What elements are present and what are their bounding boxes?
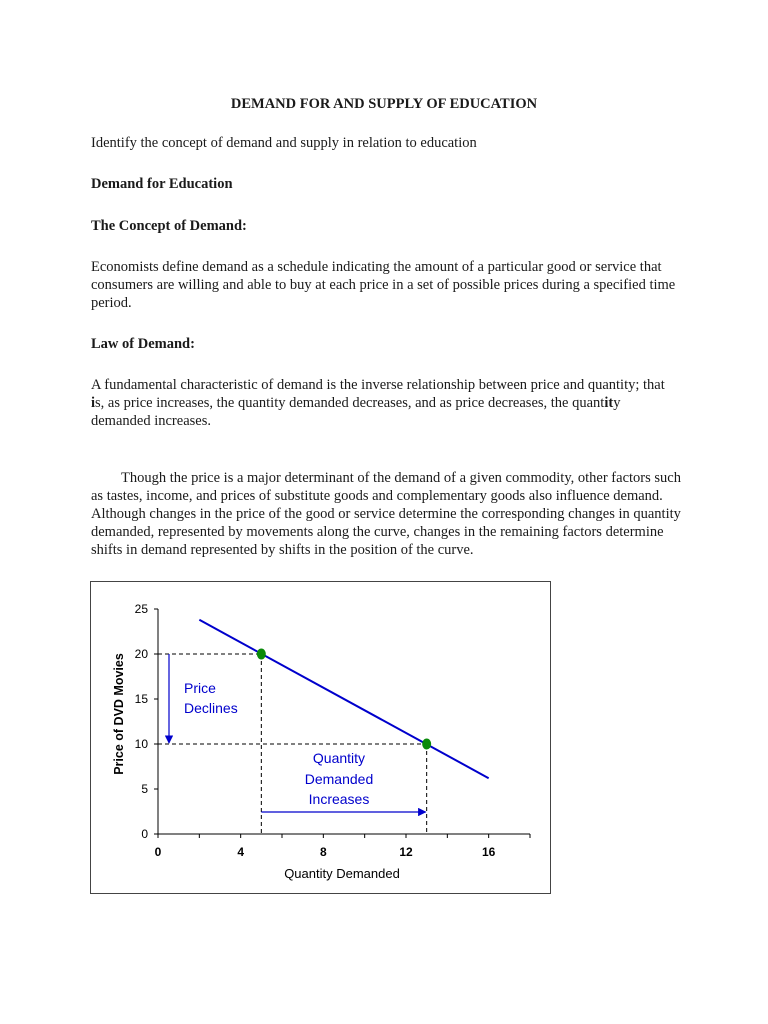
document-title: DEMAND FOR AND SUPPLY OF EDUCATION (230, 96, 538, 112)
annotation-qty-line1: Quantity (312, 750, 366, 766)
x-tick-label: 4 (237, 845, 245, 859)
annotation-price-line2: Declines (184, 700, 238, 716)
heading-law-of-demand: Law of Demand: (91, 336, 195, 352)
data-point (257, 649, 266, 660)
law-bold-part-1: i (91, 395, 96, 411)
x-tick-label: 8 (319, 845, 327, 859)
heading-demand-for-education: Demand for Education (91, 176, 233, 192)
y-tick-label: 10 (134, 737, 148, 751)
law-text-part-1: A fundamental characteristic of demand is the inverse relationship between price and quantity; that (91, 377, 665, 393)
y-tick-label: 20 (134, 647, 148, 661)
objective-text: Identify the concept of demand and supply in relation to education (91, 135, 477, 151)
annotation-qty-line3: Increases (308, 791, 370, 807)
demand-chart-svg (91, 582, 550, 893)
x-tick-label: 12 (399, 845, 413, 859)
data-point (422, 739, 431, 750)
demand-chart (90, 581, 551, 894)
law-text-part-2: s, as price increases, the quantity demanded decreases, and as price decreases, the quant (95, 395, 605, 411)
determinants-paragraph: Though the price is a major determinant of the demand of a given commodity, other factors such as tastes, income, and prices of substitute goods and complementary goods also influence demand. Although changes in the price of the good or service determine the corresponding changes in quantity demanded, represented by movements along the curve, changes in the remaining factors determine shifts in demand represented by shifts in the position of the curve. (91, 470, 681, 558)
annotation-qty-line2: Demanded (304, 771, 374, 787)
y-tick-label: 15 (134, 692, 148, 706)
x-tick-label: 0 (154, 845, 162, 859)
x-tick-label: 16 (481, 845, 496, 859)
law-text-part-3: y demanded increases. (91, 395, 621, 429)
y-axis-label: Price of DVD Movies (112, 653, 126, 775)
y-tick-label: 0 (141, 827, 148, 841)
law-paragraph (91, 376, 681, 430)
x-axis-label: Quantity Demanded (284, 866, 400, 881)
law-bold-part-2: it (604, 395, 614, 411)
y-tick-label: 25 (134, 602, 148, 616)
chart-axes (135, 602, 530, 859)
chart-annotations (169, 654, 426, 812)
annotation-price-line1: Price (184, 680, 216, 696)
y-tick-label: 5 (141, 782, 148, 796)
concept-paragraph: Economists define demand as a schedule indicating the amount of a particular good or service that consumers are willing and able to buy at each price in a set of possible prices during a specified time period. (91, 259, 676, 311)
heading-concept-of-demand: The Concept of Demand: (91, 218, 247, 234)
